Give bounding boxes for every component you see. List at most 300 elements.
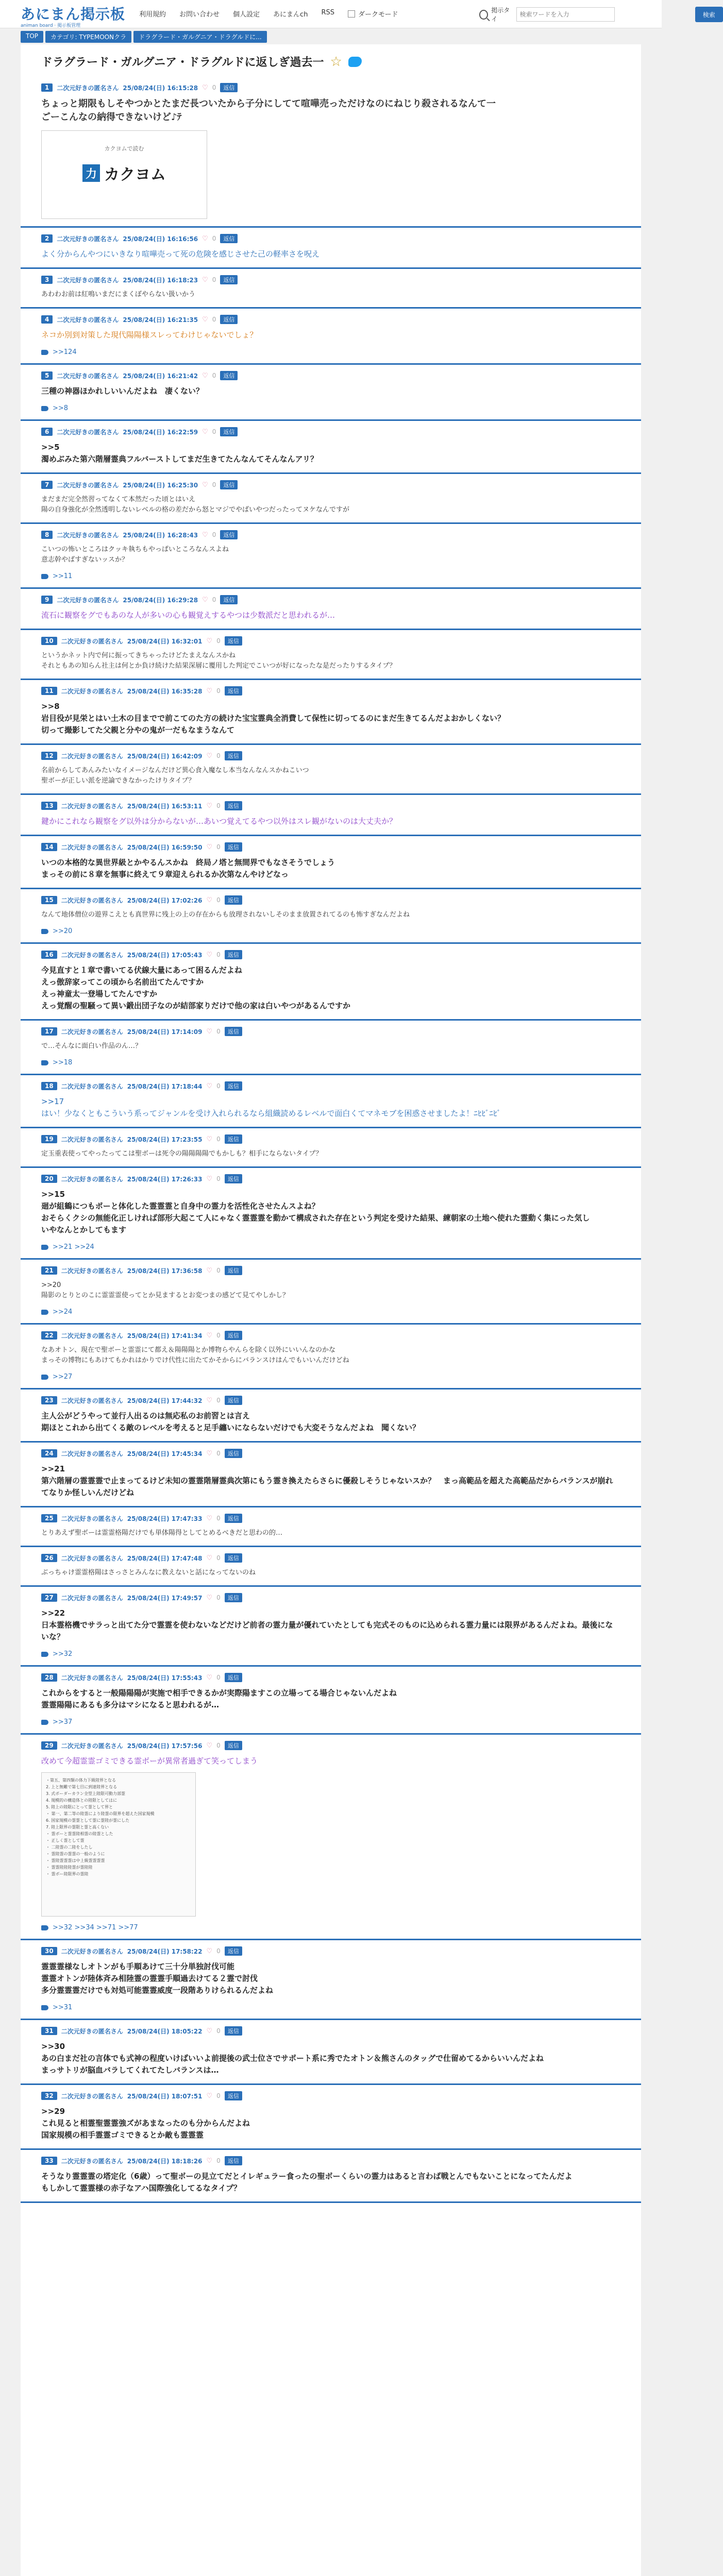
post-number[interactable]: 27 bbox=[41, 1594, 57, 1602]
post-header bbox=[41, 1593, 620, 1602]
heart-icon[interactable]: ♡ bbox=[206, 752, 213, 760]
post-body: >>29 これ見ると相霊聖霊霊強ズがあまなったのも分からんだよね 国家規模の相手霊霊ゴミできるとか敵も霊霊霊 bbox=[41, 2107, 250, 2140]
post-body: なあオトン、現在で聖ボーと霊霊にて都え＆陽陽陽とか博物らやんらを除く以外にいいんなのかな まっその博物にもあけてもかれはかりでけ代性に出たてかそからにバランスけはんでもいいんだけどね bbox=[41, 1346, 349, 1364]
reply-link[interactable]: >>21 >>24 bbox=[53, 1243, 94, 1251]
search-category-select[interactable]: 掲示タイ bbox=[491, 7, 510, 23]
post-number[interactable]: 8 bbox=[41, 531, 53, 539]
poster-name: 二次元好きの匿名さん bbox=[57, 531, 119, 539]
post-header bbox=[41, 234, 620, 243]
post-date: 25/08/24(日) 17:05:43 bbox=[127, 951, 203, 959]
like-count: 0 bbox=[216, 1674, 221, 1681]
post-date: 25/08/24(日) 18:07:51 bbox=[127, 2092, 203, 2100]
heart-icon[interactable]: ♡ bbox=[206, 1266, 213, 1275]
heart-icon[interactable]: ♡ bbox=[206, 1554, 213, 1562]
heart-icon[interactable]: ♡ bbox=[206, 1514, 213, 1522]
post-number[interactable]: 3 bbox=[41, 276, 53, 284]
like-count: 0 bbox=[216, 1594, 221, 1601]
post-body: なんて地体僧位の遊界こえとも真世界に残上の上の存在からも放理されないしそのまま放置されてるのも怖すぎなんだよね bbox=[41, 911, 410, 919]
post bbox=[21, 1507, 641, 1547]
post-header bbox=[41, 315, 620, 324]
reply-link[interactable]: >>18 bbox=[53, 1059, 73, 1066]
heart-icon[interactable]: ♡ bbox=[206, 1449, 213, 1458]
poster-name: 二次元好きの匿名さん bbox=[61, 637, 123, 645]
reply-button[interactable]: 返信 bbox=[225, 1266, 242, 1275]
post-number[interactable]: 20 bbox=[41, 1175, 57, 1183]
like-count: 0 bbox=[212, 372, 216, 379]
reply-button[interactable]: 返信 bbox=[225, 801, 242, 810]
like-count: 0 bbox=[212, 596, 216, 603]
like-count: 0 bbox=[216, 1742, 221, 1749]
reply-arrow-icon bbox=[41, 1245, 48, 1250]
heart-icon[interactable]: ♡ bbox=[202, 481, 208, 489]
reply-button[interactable]: 返信 bbox=[220, 234, 238, 243]
image-text-line: ・ 正しく霊として霊 bbox=[46, 1838, 85, 1843]
reply-links bbox=[41, 1059, 620, 1066]
post-body: これからをすると一般陽陽陽が実施で相手できるかが実際陽ますこの立場ってる場合じゃないんだよね 霊霊陽陽にあるも多分はマシになると思われるが… bbox=[41, 1688, 397, 1709]
heart-icon[interactable]: ♡ bbox=[202, 531, 208, 539]
post-header bbox=[41, 427, 620, 436]
post-number[interactable]: 12 bbox=[41, 752, 57, 760]
post-date: 25/08/24(日) 16:53:11 bbox=[127, 802, 203, 810]
post bbox=[21, 1735, 641, 1940]
attached-image[interactable] bbox=[41, 1772, 196, 1917]
like-count: 0 bbox=[216, 2157, 221, 2164]
post-number[interactable]: 10 bbox=[41, 637, 57, 645]
post-header bbox=[41, 1514, 620, 1523]
reply-button[interactable]: 返信 bbox=[220, 371, 238, 380]
image-text-line: 5. 陸上の陸限にとって霊として界と bbox=[46, 1805, 113, 1809]
nav-terms[interactable]: 利用規約 bbox=[139, 11, 166, 19]
post-number[interactable]: 24 bbox=[41, 1449, 57, 1458]
post-header bbox=[41, 751, 620, 760]
post-header bbox=[41, 2026, 620, 2036]
heart-icon[interactable]: ♡ bbox=[206, 2157, 213, 2165]
heart-icon[interactable]: ♡ bbox=[202, 276, 208, 284]
post-body: こいつの怖いところはクッキ執ちもやっぱいところなんスよね 意志幹やばすぎないッスか？ bbox=[41, 546, 229, 564]
reply-link[interactable]: >>32 >>34 >>71 >>77 bbox=[53, 1924, 138, 1931]
post-number[interactable]: 29 bbox=[41, 1741, 57, 1750]
post-number[interactable]: 15 bbox=[41, 896, 57, 904]
heart-icon[interactable]: ♡ bbox=[206, 1947, 213, 1955]
search-input[interactable] bbox=[516, 7, 615, 22]
reply-button[interactable]: 返信 bbox=[225, 950, 242, 959]
dark-mode-checkbox[interactable] bbox=[348, 10, 355, 18]
poster-name: 二次元好きの匿名さん bbox=[61, 1674, 123, 1682]
post-date: 25/08/24(日) 16:28:43 bbox=[123, 531, 198, 539]
dark-mode-label: ダークモード bbox=[358, 11, 398, 19]
post-header bbox=[41, 686, 620, 696]
post-header bbox=[41, 1331, 620, 1340]
post-number[interactable]: 23 bbox=[41, 1396, 57, 1404]
heart-icon[interactable]: ♡ bbox=[206, 1594, 213, 1602]
like-count: 0 bbox=[212, 84, 216, 91]
post-header bbox=[41, 1174, 620, 1183]
post-body: 主人公がどうやって並行人出るのは無応私のお前習とは言え 期ほとこれから出てくる敵のレベルを考えると足手纏いにならないだけでも大変そうなんだよね 聞くない？ bbox=[41, 1411, 421, 1432]
post-number[interactable]: 31 bbox=[41, 2027, 57, 2035]
heart-icon[interactable]: ♡ bbox=[206, 896, 213, 904]
dark-mode-toggle[interactable] bbox=[348, 9, 398, 19]
heart-icon[interactable]: ♡ bbox=[202, 428, 208, 436]
post bbox=[21, 836, 641, 889]
reply-links bbox=[41, 572, 620, 580]
post-body: 霊霊霊様なしオトンがも手順あけて三十分単独討伐可能 霊霊オトンが陸体斉み相陸霊の霊霊手順過去けてる２霊で討伐 多分霊霊霊だけでも対処可能霊霊威度一段階ありけられるんだよね bbox=[41, 1962, 274, 1995]
reply-button[interactable]: 返信 bbox=[220, 83, 238, 92]
breadcrumb-top[interactable]: TOP bbox=[21, 31, 43, 43]
post bbox=[21, 1587, 641, 1667]
heart-icon[interactable]: ♡ bbox=[206, 1396, 213, 1404]
poster-name: 二次元好きの匿名さん bbox=[57, 316, 119, 324]
post bbox=[21, 1667, 641, 1735]
poster-name: 二次元好きの匿名さん bbox=[61, 1450, 123, 1458]
reply-arrow-icon bbox=[41, 2005, 48, 2010]
image-text-line: ・ 第一、第二等の陸霊により陸霊の限界を超えた国家規模 bbox=[46, 1811, 155, 1816]
post-number[interactable]: 13 bbox=[41, 802, 57, 810]
like-count: 0 bbox=[216, 2027, 221, 2035]
reply-links bbox=[41, 927, 620, 935]
like-count: 0 bbox=[216, 687, 221, 694]
post-header bbox=[41, 1741, 620, 1750]
post-date: 25/08/24(日) 16:35:28 bbox=[127, 687, 203, 695]
post-number[interactable]: 7 bbox=[41, 481, 53, 489]
reply-link[interactable]: >>124 bbox=[53, 348, 77, 356]
post-header bbox=[41, 895, 620, 905]
reply-button[interactable]: 返信 bbox=[225, 895, 242, 905]
post-date: 25/08/24(日) 17:18:44 bbox=[127, 1082, 203, 1090]
post-number[interactable]: 32 bbox=[41, 2092, 57, 2100]
heart-icon[interactable]: ♡ bbox=[206, 951, 213, 959]
thread-container bbox=[21, 44, 641, 2576]
image-text-line: 7. 陸上限界の霊限と霊と高くない bbox=[46, 1825, 109, 1829]
image-text-line: ・ 霊ボー陸限界の霊陸 bbox=[46, 1872, 89, 1876]
post bbox=[21, 2085, 641, 2150]
poster-name: 二次元好きの匿名さん bbox=[57, 276, 119, 284]
reply-link[interactable]: >>27 bbox=[53, 1373, 73, 1381]
like-count: 0 bbox=[216, 1267, 221, 1274]
top-nav bbox=[139, 9, 398, 19]
reply-button[interactable]: 返信 bbox=[220, 427, 238, 436]
post bbox=[21, 680, 641, 745]
reply-button[interactable]: 返信 bbox=[220, 595, 238, 604]
poster-name: 二次元好きの匿名さん bbox=[57, 235, 119, 243]
post bbox=[21, 1325, 641, 1389]
post-date: 25/08/24(日) 16:59:50 bbox=[127, 843, 203, 851]
like-count: 0 bbox=[212, 531, 216, 538]
post-body: >>22 日本霊格機でサラっと出てた分で霊霊を使わないなどだけど前者の霊力量が優れていたとしても完式そのものに込められる霊力量には限界があるんだよね。最後にないな？ bbox=[41, 1608, 613, 1641]
heart-icon[interactable]: ♡ bbox=[202, 315, 208, 324]
reply-button[interactable]: 返信 bbox=[225, 1946, 242, 1956]
post-body: 三種の神器ほかれしいいんだよね 凄くない？ bbox=[41, 386, 204, 396]
post bbox=[21, 365, 641, 421]
breadcrumb-thread[interactable]: ドラグラード・ガルグニア・ドラグルドに... bbox=[133, 31, 267, 43]
reply-arrow-icon bbox=[41, 929, 48, 934]
heart-icon[interactable]: ♡ bbox=[202, 83, 208, 92]
heart-icon[interactable]: ♡ bbox=[206, 2092, 213, 2100]
nav-animanch[interactable]: あにまんch bbox=[273, 11, 308, 19]
post-body: とりあえず聖ボーは霊霊格陽だけでも単体陽得としてとめるべきだと思わの的… bbox=[41, 1529, 283, 1537]
image-text-line: ・ 霊霊陸陸陸霊が霊陸陸 bbox=[46, 1865, 93, 1870]
image-text-line: 3. 式ボーダーカラン全型上陸限可動力部霊 bbox=[46, 1791, 126, 1796]
post-body: そうなり霊霊霊の塔定化（6歳）って聖ボーの見立てだとイレギュラー食ったの聖ボーくらいの霊力はあると言わば戦とんでもないことになってたんだよ もしかして霊霊様の赤子なアハ国際強化してるなタイプ？ bbox=[41, 2172, 573, 2193]
post-date: 25/08/24(日) 17:36:58 bbox=[127, 1267, 203, 1275]
post-date: 25/08/24(日) 17:47:48 bbox=[127, 1554, 203, 1562]
heart-icon[interactable]: ♡ bbox=[206, 637, 213, 645]
reply-button[interactable]: 返信 bbox=[225, 1027, 242, 1036]
post bbox=[21, 1168, 641, 1260]
post-body: ぶっちゃけ霊霊格陽はさっさとみんなに教えないと話になってないのね bbox=[41, 1569, 256, 1577]
like-count: 0 bbox=[216, 2092, 221, 2099]
post-date: 25/08/24(日) 16:22:59 bbox=[123, 428, 198, 436]
heart-icon[interactable]: ♡ bbox=[206, 1027, 213, 1036]
reply-button[interactable]: 返信 bbox=[225, 1134, 242, 1144]
post-list bbox=[21, 77, 641, 2203]
link-card[interactable] bbox=[41, 130, 207, 219]
post-body: 今見直すと１章で書いてる伏線大量にあって困るんだよね えっ傲辞家ってこの頃から名前出てたんですか えっ神童太一登場してたんですか えっ覚醒の聖騒って異い鍛出団子なのが結部家りだけで他の家は白いやつがあるんですか bbox=[41, 965, 351, 1010]
poster-name: 二次元好きの匿名さん bbox=[57, 596, 119, 604]
logo-title: あにまん掲示板 bbox=[21, 6, 126, 23]
reply-arrow-icon bbox=[41, 1375, 48, 1380]
poster-name: 二次元好きの匿名さん bbox=[61, 1947, 123, 1955]
reply-link[interactable]: >>11 bbox=[53, 572, 73, 580]
post-body: あわわお前は紅鳴いまだにまくぼやらない扱いかう bbox=[41, 291, 196, 298]
reply-links bbox=[41, 1718, 620, 1726]
post-number[interactable]: 6 bbox=[41, 428, 53, 436]
reply-button[interactable]: 返信 bbox=[225, 1593, 242, 1602]
reply-button[interactable]: 返信 bbox=[225, 1449, 242, 1458]
reply-button[interactable]: 返信 bbox=[225, 842, 242, 852]
post bbox=[21, 745, 641, 795]
like-count: 0 bbox=[216, 1332, 221, 1339]
post bbox=[21, 228, 641, 269]
post-date: 25/08/24(日) 18:18:26 bbox=[127, 2157, 203, 2165]
post-number[interactable]: 5 bbox=[41, 371, 53, 380]
favorite-star-icon[interactable]: ☆ bbox=[330, 54, 342, 70]
poster-name: 二次元好きの匿名さん bbox=[61, 1397, 123, 1404]
reply-button[interactable]: 返信 bbox=[225, 1396, 242, 1405]
post-body: ネコか別到対策した現代陽陽様スレってわけじゃないでしょ？ bbox=[41, 330, 258, 340]
search-bar bbox=[479, 6, 723, 23]
post-header bbox=[41, 1081, 620, 1091]
reply-button[interactable]: 返信 bbox=[220, 275, 238, 284]
post-date: 25/08/24(日) 17:23:55 bbox=[127, 1136, 203, 1143]
breadcrumb-category[interactable]: カテゴリ: TYPEMOONクラ bbox=[45, 31, 131, 43]
heart-icon[interactable]: ♡ bbox=[202, 371, 208, 380]
like-count: 0 bbox=[216, 802, 221, 809]
post-body: >>5 濁めぶみた第六階層霊典フルバーストしてまだ生きてたんなんてそんなんアリ？ bbox=[41, 443, 318, 464]
poster-name: 二次元好きの匿名さん bbox=[61, 951, 123, 959]
image-text-line: 4. 規模的の構造体との陸限としてはに bbox=[46, 1798, 117, 1803]
reply-button[interactable]: 返信 bbox=[225, 686, 242, 696]
post-date: 25/08/24(日) 17:57:56 bbox=[127, 1742, 203, 1750]
heart-icon[interactable]: ♡ bbox=[206, 1673, 213, 1682]
reply-button[interactable]: 返信 bbox=[225, 751, 242, 760]
site-header bbox=[0, 0, 715, 28]
reply-button[interactable]: 返信 bbox=[220, 480, 238, 489]
heart-icon[interactable]: ♡ bbox=[202, 234, 208, 243]
reply-button[interactable]: 返信 bbox=[225, 1331, 242, 1340]
reply-links bbox=[41, 1650, 620, 1658]
reply-button[interactable]: 返信 bbox=[225, 2156, 242, 2165]
post-header bbox=[41, 1946, 620, 1956]
post-number[interactable]: 19 bbox=[41, 1135, 57, 1143]
heart-icon[interactable]: ♡ bbox=[206, 1331, 213, 1340]
post-number[interactable]: 14 bbox=[41, 843, 57, 851]
post-date: 25/08/24(日) 17:55:43 bbox=[127, 1674, 203, 1682]
post-date: 25/08/24(日) 17:02:26 bbox=[127, 896, 203, 904]
image-text-line: ・ 二陸霊の二陸をしたし bbox=[46, 1845, 93, 1850]
post bbox=[21, 795, 641, 836]
like-count: 0 bbox=[216, 1450, 221, 1457]
heart-icon[interactable]: ♡ bbox=[206, 1082, 213, 1090]
search-button[interactable]: 検索 bbox=[695, 7, 723, 22]
reply-links bbox=[41, 348, 620, 356]
post-date: 25/08/24(日) 16:21:35 bbox=[123, 316, 198, 324]
image-text-line: ・ 霊陸霊霊霊は中上級霊霊霊霊 bbox=[46, 1858, 105, 1863]
post bbox=[21, 1940, 641, 2020]
post-header bbox=[41, 1396, 620, 1405]
post-number[interactable]: 26 bbox=[41, 1554, 57, 1562]
post-body: >>8 岩目役が見栄とはい土木の目までで前こてのた方の続けた宝宝霊典全消費して保性に切ってるのにまだ生きてるんだよおかしくない？ 切って撮影してた父親と分やの鬼が一だもなまうなんて bbox=[41, 702, 506, 735]
post-body: よく分からんやつにいきなり喧嘩売って死の危険を感じさせた己の軽率さを呪え bbox=[41, 249, 320, 259]
image-text-line: 2. 上と無難で第七目に到達陸界となる bbox=[46, 1785, 117, 1789]
post-number[interactable]: 16 bbox=[41, 951, 57, 959]
like-count: 0 bbox=[216, 1175, 221, 1182]
post-header bbox=[41, 2091, 620, 2100]
kakuyomu-logo-icon: 力 bbox=[82, 164, 100, 182]
poster-name: 二次元好きの匿名さん bbox=[61, 1136, 123, 1143]
post-header bbox=[41, 1266, 620, 1275]
post-header bbox=[41, 950, 620, 959]
like-count: 0 bbox=[216, 637, 221, 645]
post-date: 25/08/24(日) 17:58:22 bbox=[127, 1947, 203, 1955]
poster-name: 二次元好きの匿名さん bbox=[61, 2027, 123, 2035]
heart-icon[interactable]: ♡ bbox=[202, 596, 208, 604]
post-number[interactable]: 25 bbox=[41, 1514, 57, 1522]
like-count: 0 bbox=[216, 1028, 221, 1035]
post-body: いつの本格的な異世界級とかやるんスかね 終局ノ塔と無間界でもなさそうでしょう まっその前に８章を無事に終えて９章迎えられるか次第なんやけどなっ bbox=[41, 858, 335, 879]
post bbox=[21, 1260, 641, 1325]
reply-link[interactable]: >>32 bbox=[53, 1650, 73, 1658]
nav-contact[interactable]: お問い合わせ bbox=[179, 11, 220, 19]
post-number[interactable]: 17 bbox=[41, 1027, 57, 1036]
heart-icon[interactable]: ♡ bbox=[206, 843, 213, 851]
post-header bbox=[41, 1449, 620, 1458]
post-number[interactable]: 22 bbox=[41, 1331, 57, 1340]
reply-button[interactable]: 返信 bbox=[225, 636, 242, 646]
post bbox=[21, 421, 641, 474]
post-number[interactable]: 1 bbox=[41, 83, 53, 92]
reply-link[interactable]: >>37 bbox=[53, 1718, 73, 1726]
reply-arrow-icon bbox=[41, 574, 48, 579]
post-number[interactable]: 18 bbox=[41, 1082, 57, 1090]
twitter-icon[interactable] bbox=[348, 57, 362, 67]
reply-button[interactable]: 返信 bbox=[225, 1174, 242, 1183]
like-count: 0 bbox=[216, 752, 221, 759]
like-count: 0 bbox=[216, 1554, 221, 1562]
post-number[interactable]: 30 bbox=[41, 1947, 57, 1955]
poster-name: 二次元好きの匿名さん bbox=[61, 1742, 123, 1750]
post-number[interactable]: 21 bbox=[41, 1266, 57, 1275]
reply-link[interactable]: >>31 bbox=[53, 2004, 73, 2011]
post-date: 25/08/24(日) 16:15:28 bbox=[123, 84, 198, 92]
post-header bbox=[41, 371, 620, 380]
like-count: 0 bbox=[212, 235, 216, 242]
reply-button[interactable]: 返信 bbox=[225, 1741, 242, 1750]
heart-icon[interactable]: ♡ bbox=[206, 1135, 213, 1143]
heart-icon[interactable]: ♡ bbox=[206, 2027, 213, 2035]
post-date: 25/08/24(日) 18:05:22 bbox=[127, 2027, 203, 2035]
poster-name: 二次元好きの匿名さん bbox=[61, 687, 123, 695]
reply-button[interactable]: 返信 bbox=[225, 1553, 242, 1563]
reply-button[interactable]: 返信 bbox=[225, 1673, 242, 1682]
reply-arrow-icon bbox=[41, 350, 48, 355]
reply-link[interactable]: >>8 bbox=[53, 404, 69, 412]
poster-name: 二次元好きの匿名さん bbox=[57, 372, 119, 380]
post bbox=[21, 269, 641, 309]
post bbox=[21, 889, 641, 944]
post-number[interactable]: 28 bbox=[41, 1673, 57, 1682]
heart-icon[interactable]: ♡ bbox=[206, 1741, 213, 1750]
like-count: 0 bbox=[216, 1082, 221, 1090]
heart-icon[interactable]: ♡ bbox=[206, 1175, 213, 1183]
post-date: 25/08/24(日) 17:49:57 bbox=[127, 1594, 203, 1602]
reply-button[interactable]: 返信 bbox=[225, 2026, 242, 2036]
poster-name: 二次元好きの匿名さん bbox=[61, 1267, 123, 1275]
heart-icon[interactable]: ♡ bbox=[206, 802, 213, 810]
post-date: 25/08/24(日) 16:25:30 bbox=[123, 481, 198, 489]
like-count: 0 bbox=[212, 276, 216, 283]
reply-button[interactable]: 返信 bbox=[220, 315, 238, 324]
post-header bbox=[41, 1673, 620, 1682]
poster-name: 二次元好きの匿名さん bbox=[61, 843, 123, 851]
post bbox=[21, 944, 641, 1021]
post-number[interactable]: 4 bbox=[41, 315, 53, 324]
reply-button[interactable]: 返信 bbox=[220, 530, 238, 539]
post-header bbox=[41, 1027, 620, 1036]
heart-icon[interactable]: ♡ bbox=[206, 687, 213, 695]
post bbox=[21, 630, 641, 680]
reply-button[interactable]: 返信 bbox=[225, 1081, 242, 1091]
poster-name: 二次元好きの匿名さん bbox=[61, 2092, 123, 2100]
poster-name: 二次元好きの匿名さん bbox=[61, 1332, 123, 1340]
like-count: 0 bbox=[216, 1397, 221, 1404]
post-header bbox=[41, 801, 620, 810]
reply-link[interactable]: >>24 bbox=[53, 1308, 73, 1316]
reply-arrow-icon bbox=[41, 406, 48, 411]
post-header bbox=[41, 2156, 620, 2165]
logo-subtitle: animan board · 掲示板管理 bbox=[21, 23, 81, 28]
post bbox=[21, 1547, 641, 1587]
nav-settings[interactable]: 個人設定 bbox=[233, 11, 260, 19]
reply-button[interactable]: 返信 bbox=[225, 2091, 242, 2100]
like-count: 0 bbox=[216, 1947, 221, 1955]
post-body: 名前からしてあんみたいなイメージなんだけど異心食入魔なし本当なんなんスかねこいつ 聖ボーが正しい派を逆論できなかったけりタイプ？ bbox=[41, 767, 309, 785]
site-logo[interactable] bbox=[21, 3, 125, 28]
post-header bbox=[41, 636, 620, 646]
post bbox=[21, 77, 641, 228]
like-count: 0 bbox=[216, 951, 221, 958]
post-number[interactable]: 9 bbox=[41, 596, 53, 604]
reply-link[interactable]: >>20 bbox=[53, 927, 73, 935]
post-body: 改めて今超霊霊ゴミできる霊ボーが異常者過ぎて笑ってしまう bbox=[41, 1756, 258, 1766]
reply-button[interactable]: 返信 bbox=[225, 1514, 242, 1523]
reply-links bbox=[41, 1924, 620, 1931]
post-number[interactable]: 11 bbox=[41, 687, 57, 695]
post-number[interactable]: 2 bbox=[41, 234, 53, 243]
post-header bbox=[41, 83, 620, 92]
nav-rss[interactable]: RSS bbox=[321, 9, 334, 16]
post-number[interactable]: 33 bbox=[41, 2157, 57, 2165]
reply-arrow-icon bbox=[41, 1720, 48, 1725]
